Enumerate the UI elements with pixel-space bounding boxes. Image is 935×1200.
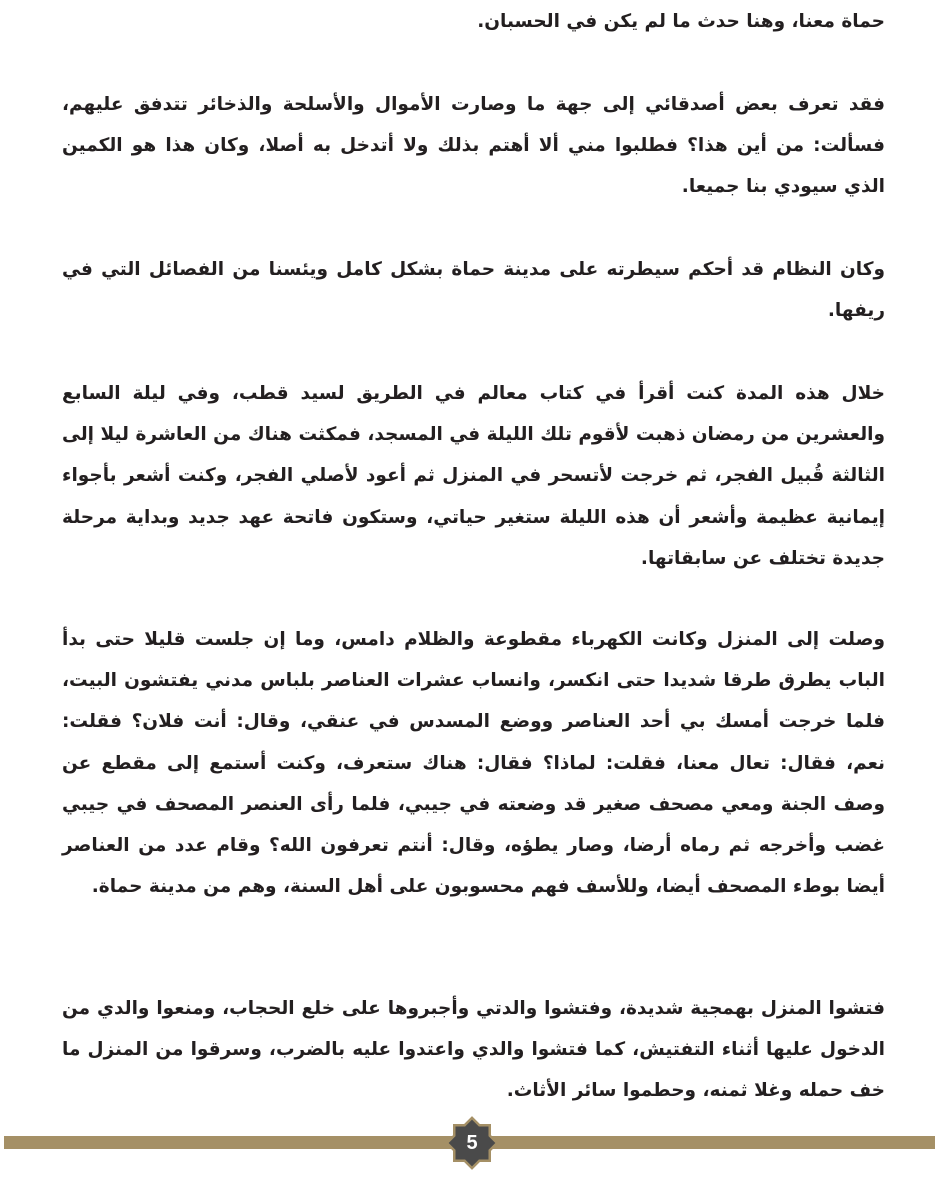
paragraph-4: خلال هذه المدة كنت أقرأ في كتاب معالم في الطريق لسيد قطب، وفي ليلة السابع والعشرين من رمضان ذهبت لأقوم تلك الليلة في المسجد، فمكثت هناك من العاشرة ليلا إلى الثالثة قُبيل الفجر، ثم خرجت لأتسحر في المنزل ثم أعود لأصلي الفجر، وكنت أشعر بأجواء إيمانية عظيمة وأشعر أن هذه الليلة ستغير حياتي، وستكون فاتحة عهد جديد وبداية مرحلة جديدة تختلف عن سابقاتها. (62, 383, 885, 569)
paragraph-2: فقد تعرف بعض أصدقائي إلى جهة ما وصارت الأموال والأسلحة والذخائر تتدفق عليهم، فسألت: من أين هذا؟ فطلبوا مني ألا أهتم بذلك ولا أتدخل به أصلا، وكان هذا هو الكمين الذي سيودي بنا جميعا. (62, 94, 885, 198)
paragraph-5: وصلت إلى المنزل وكانت الكهرباء مقطوعة والظلام دامس، وما إن جلست قليلا حتى بدأ الباب يطرق طرقا شديدا حتى انكسر، وانساب عشرات العناصر بلباس مدني يفتشون البيت، فلما خرجت أمسك بي أحد العناصر ووضع المسدس في عنقي، وقال: أنت فلان؟ فقلت: نعم، فقال: تعال معنا، فقلت: لماذا؟ فقال: هناك ستعرف، وكنت أستمع إلى مقطع عن وصف الجنة ومعي مصحف صغير قد وضعته في جيبي، فلما رأى العنصر المصحف في جيبي غضب وأخرجه ثم رماه أرضا، وصار يطؤه، وقال: أنتم تعرفون الله؟ وقام عدد من العناصر أيضا بوطء المصحف أيضا، وللأسف فهم محسوبون على أهل السنة، وهم من مدينة حماة. (62, 629, 885, 898)
paragraph-1: حماة معنا، وهنا حدث ما لم يكن في الحسبان. (477, 11, 885, 32)
page-number-badge (444, 1115, 500, 1171)
paragraph-6: فتشوا المنزل بهمجية شديدة، وفتشوا والدتي وأجبروها على خلع الحجاب، ومنعوا والدي من الدخول عليها أثناء التفتيش، كما فتشوا والدي واعتدوا عليه بالضرب، وسرقوا من المنزل ما خف حمله وغلا ثمنه، وحطموا سائر الأثاث. (62, 998, 885, 1102)
page-number: 5 (466, 1132, 478, 1154)
paragraph-3: وكان النظام قد أحكم سيطرته على مدينة حماة بشكل كامل ويئسنا من الفصائل التي في ريفها. (62, 259, 885, 322)
